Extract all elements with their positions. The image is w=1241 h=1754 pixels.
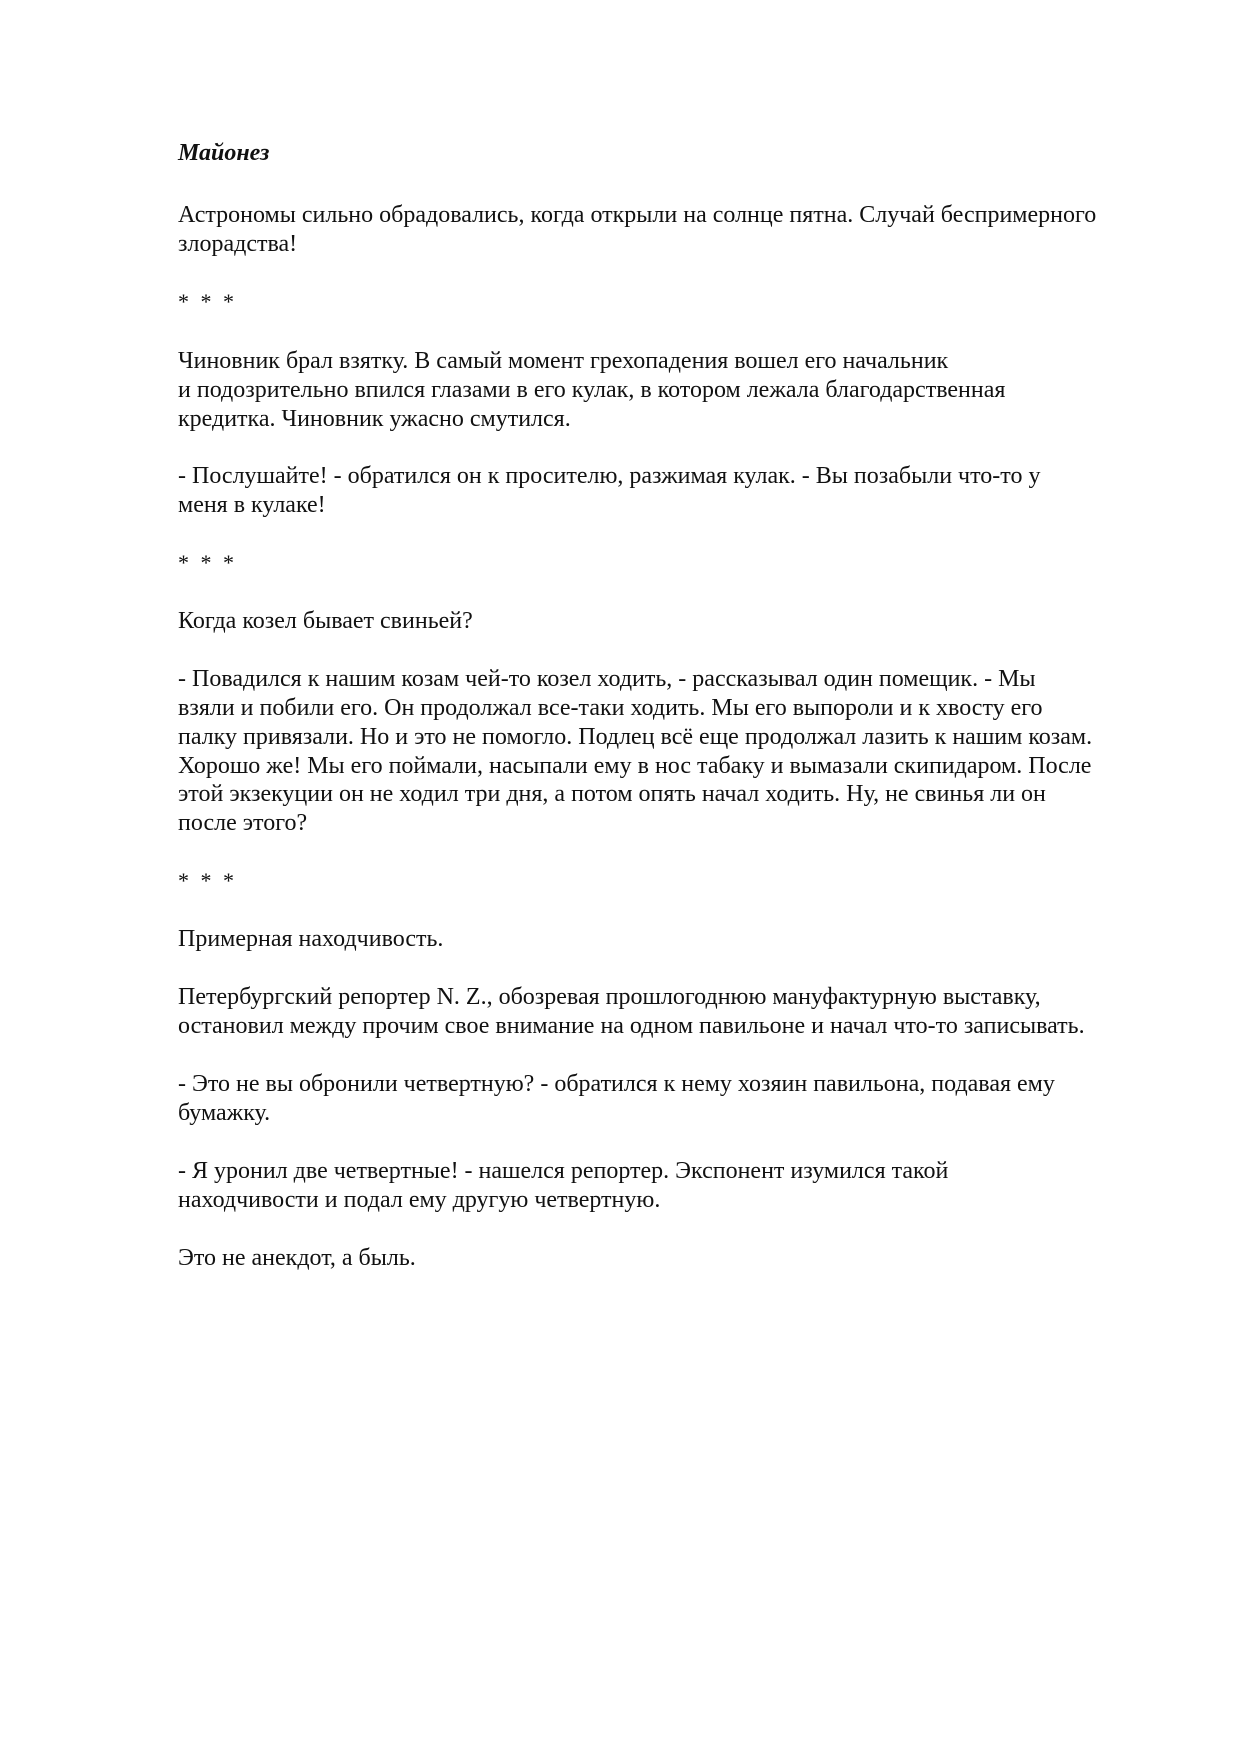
paragraph-line: этой экзекуции он не ходил три дня, а потом опять начал ходить. Ну, не свинья ли он [178,781,1046,807]
section-separator: * * * [178,868,237,893]
paragraph-line: Астрономы сильно обрадовались, когда открыли на солнце пятна. Случай беспримерного [178,202,1097,228]
paragraph-line: злорадства! [178,231,298,257]
paragraph-line: - Повадился к нашим козам чей-то козел ходить, - рассказывал один помещик. - Мы [178,666,1036,692]
paragraph-line: Петербургский репортер N. Z., обозревая прошлогоднюю мануфактурную выставку, [178,984,1041,1010]
paragraph-line: Это не анекдот, а быль. [178,1245,416,1271]
paragraph-line: находчивости и подал ему другую четвертную. [178,1187,661,1213]
paragraph-line: - Послушайте! - обратился он к просителю, разжимая кулак. - Вы позабыли что-то у [178,463,1041,489]
paragraph-line: Примерная находчивость. [178,926,444,952]
paragraph-line: Хорошо же! Мы его поймали, насыпали ему в нос табаку и вымазали скипидаром. После [178,753,1092,779]
paragraph-line: бумажку. [178,1100,271,1126]
paragraph-line: остановил между прочим свое внимание на одном павильоне и начал что-то записывать. [178,1013,1085,1039]
section-separator: * * * [178,550,237,575]
paragraph-line: - Это не вы обронили четвертную? - обратился к нему хозяин павильона, подавая ему [178,1071,1055,1097]
paragraph-line: после этого? [178,810,308,836]
section-separator: * * * [178,289,237,314]
paragraph-line: - Я уронил две четвертные! - нашелся репортер. Экспонент изумился такой [178,1158,949,1184]
paragraph-line: Чиновник брал взятку. В самый момент грехопадения вошел его начальник [178,348,949,374]
document-title: Майонез [178,140,270,166]
paragraph-line: меня в кулаке! [178,492,326,518]
paragraph-line: и подозрительно впился глазами в его кулак, в котором лежала благодарственная [178,377,1006,403]
paragraph-line: взяли и побили его. Он продолжал все-таки ходить. Мы его выпороли и к хвосту его [178,695,1043,721]
paragraph-line: палку привязали. Но и это не помогло. Подлец всё еще продолжал лазить к нашим козам. [178,724,1093,750]
paragraph-line: Когда козел бывает свиньей? [178,608,473,634]
paragraph-line: кредитка. Чиновник ужасно смутился. [178,406,571,432]
